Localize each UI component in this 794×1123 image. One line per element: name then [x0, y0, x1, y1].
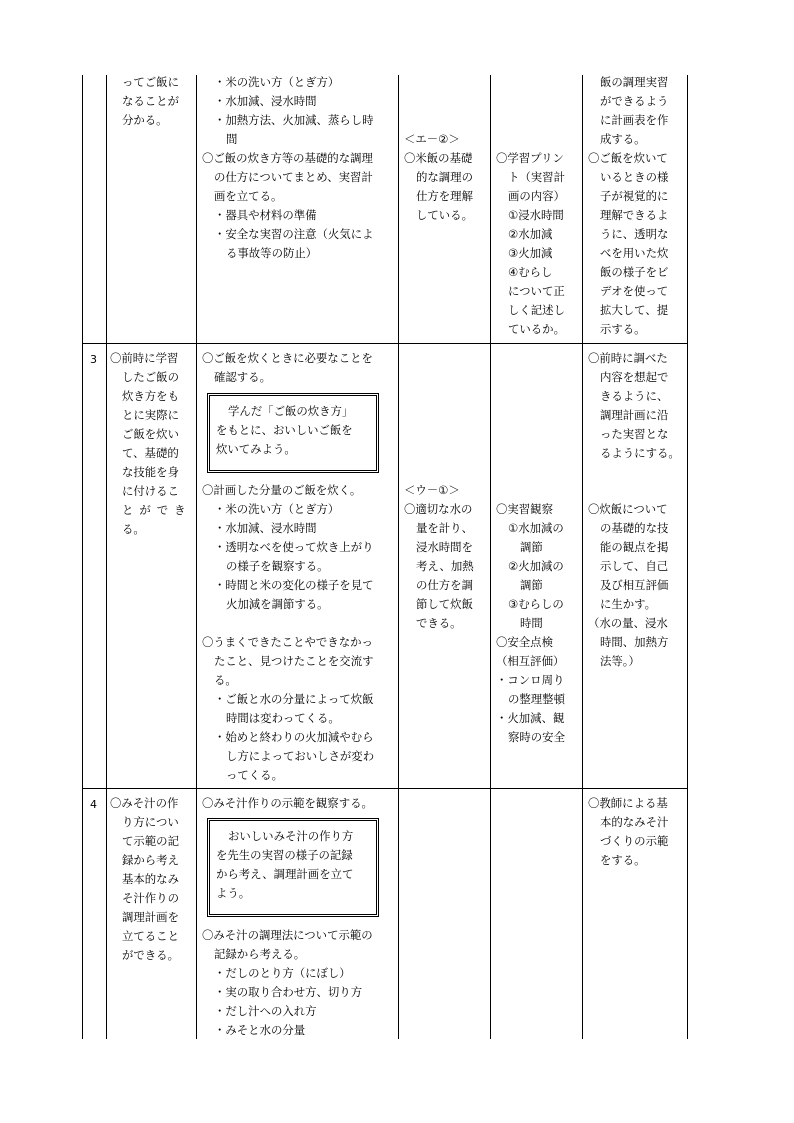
text-line: ①水加減の — [508, 521, 564, 535]
text-line: ているか。 — [508, 322, 565, 336]
support-cell — [588, 500, 668, 671]
text-line: の仕方についてまとめ、実習計 — [214, 170, 373, 184]
text-line: 確認する。 — [214, 370, 271, 384]
text-line: 拡大して、提 — [600, 303, 669, 317]
column-divider — [398, 75, 399, 1039]
text-line: 本的なみそ汁 — [600, 815, 669, 829]
text-line: ってくる。 — [226, 768, 283, 782]
text-line: 〇うまくできたことやできなかっ — [202, 635, 373, 649]
text-line: ・実の取り合わせ方、切り方 — [214, 985, 363, 999]
text-line: 浸水時間を — [416, 540, 473, 554]
text-line: 時間、加熱方 — [600, 635, 669, 649]
text-line: 〇安全点検 — [496, 635, 553, 649]
text-line: 調理計画を — [122, 910, 179, 924]
text-line: 学んだ「ご飯の炊き方」 — [228, 404, 354, 418]
column-divider — [106, 75, 107, 1039]
text-line — [202, 614, 374, 633]
text-line: デオを使って — [600, 284, 669, 298]
viewpoint-cell — [404, 130, 473, 225]
text-line: し方によっておいしさが変わ — [226, 749, 375, 763]
text-line: ・透明なべを使って炊き上がり — [214, 540, 374, 554]
text-line: な技能を身 — [122, 465, 179, 479]
text-line: から考え、調理計画を立て — [216, 867, 354, 881]
lesson-goal-box — [207, 393, 379, 473]
text-line: いるときの様 — [600, 170, 669, 184]
text-line: 〇適切な水の — [404, 502, 473, 516]
text-line: そ汁作りの — [122, 891, 179, 905]
text-line: ができるよう — [600, 94, 669, 108]
text-line: について正 — [508, 284, 565, 298]
text-line: ・安全な実習の注意（火気によ — [214, 227, 374, 241]
text-line: 内容を想起で — [600, 370, 669, 384]
viewpoint-label: ＜エ－②＞ — [404, 132, 460, 146]
text-line: の基礎的な技 — [600, 521, 669, 535]
goal-cell — [110, 349, 192, 539]
row-divider — [82, 343, 688, 344]
text-line: 〇実習観察 — [496, 502, 553, 516]
text-line: 〇炊飯について — [588, 502, 668, 516]
text-line: 時間は変わってくる。 — [226, 711, 340, 725]
text-line: る事故等の防止） — [226, 246, 318, 260]
text-line: 飯の調理実習 — [600, 75, 669, 89]
text-line: ①浸水時間 — [508, 208, 564, 222]
text-line: べを用いた炊 — [600, 246, 669, 260]
text-line: 〇みそ汁の調理法について示範の — [202, 928, 373, 942]
activities-cell — [202, 481, 374, 785]
text-line: 炊いてみよう。 — [216, 442, 296, 456]
support-cell — [588, 73, 668, 339]
activities-cell — [202, 349, 373, 387]
lesson-number: 4 — [90, 798, 97, 811]
text-line: るようにする。 — [600, 446, 680, 460]
text-line: ・だし汁への入れ方 — [214, 1004, 317, 1018]
text-line: ト（実習計 — [508, 170, 565, 184]
text-line: 間 — [226, 132, 238, 146]
text-line: 記録から考える。 — [214, 947, 306, 961]
text-line: に付けるこ — [122, 484, 179, 498]
text-line: 節して炊飯 — [416, 597, 473, 611]
text-line: 画を立てる。 — [214, 189, 283, 203]
text-line: の仕方を調 — [416, 578, 473, 592]
lesson-goal-box — [207, 818, 379, 917]
text-line: に計画表を作 — [600, 113, 669, 127]
text-line: 分かる。 — [122, 113, 168, 127]
viewpoint-label: ＜ウ－①＞ — [404, 483, 460, 497]
text-line: ・ご飯と水の分量によって炊飯 — [214, 692, 374, 706]
text-line: 〇前時に調べた — [588, 351, 668, 365]
method-cell — [496, 500, 565, 747]
activities-cell — [202, 794, 373, 813]
text-line: 時間 — [520, 616, 543, 630]
text-line: きるように、 — [600, 389, 669, 403]
text-line: おいしいみそ汁の作り方 — [228, 829, 354, 843]
text-line: 〇ご飯を炊くときに必要なことを — [202, 351, 373, 365]
column-divider — [582, 75, 583, 1039]
column-divider — [196, 75, 197, 1039]
text-line: （水の量、浸水 — [588, 616, 668, 630]
text-line: 能の観点を掲 — [600, 540, 669, 554]
text-line: ④むらし — [508, 265, 553, 279]
text-line: 〇計画した分量のご飯を炊く。 — [202, 483, 362, 497]
text-line: ご飯を炊い — [122, 427, 179, 441]
text-line: 法等。） — [600, 654, 640, 668]
text-line: 画の内容） — [508, 189, 565, 203]
text-line: したご飯の — [122, 370, 179, 384]
text-line: ・加熱方法、火加減、蒸らし時 — [214, 113, 374, 127]
text-line: 火加減を調節する。 — [226, 597, 329, 611]
text-line: ③むらしの — [508, 597, 564, 611]
text-line: ・水加減、浸水時間 — [214, 521, 317, 535]
goal-cell — [110, 794, 179, 965]
row-divider — [82, 788, 688, 789]
text-line: る。 — [214, 673, 237, 687]
text-line: ・時間と米の変化の様子を見て — [214, 578, 374, 592]
text-line: 的な調理の — [416, 170, 473, 184]
text-line: ・始めと終わりの火加減やむら — [214, 730, 374, 744]
text-line: ②水加減 — [508, 227, 553, 241]
text-line: 〇前時に学習 — [110, 351, 179, 365]
text-line: ・水加減、浸水時間 — [214, 94, 317, 108]
text-line: 〇教師による基 — [588, 796, 668, 810]
text-line: 調理計画に沿 — [600, 408, 669, 422]
table-border-left — [82, 75, 83, 1039]
text-line: ・だしのとり方（にぼし） — [214, 966, 351, 980]
text-line: て示範の記 — [122, 834, 179, 848]
text-line: 〇みそ汁の作 — [110, 796, 179, 810]
text-line: ・米の洗い方（とぎ方） — [214, 75, 340, 89]
column-divider — [490, 75, 491, 1039]
text-line: よう。 — [216, 886, 251, 900]
text-line: 子が視覚的に — [600, 189, 669, 203]
text-line: 及び相互評価 — [600, 578, 669, 592]
lesson-number: 3 — [90, 353, 97, 366]
text-line: たこと、見つけたことを交流す — [214, 654, 374, 668]
text-line: ができる。 — [122, 948, 179, 962]
text-line: の整理整頓 — [508, 692, 565, 706]
text-line: の様子を観察する。 — [226, 559, 329, 573]
method-cell — [496, 149, 565, 339]
text-line: ・米の洗い方（とぎ方） — [214, 502, 340, 516]
text-line: った実習とな — [600, 427, 669, 441]
text-line: しく記述し — [508, 303, 565, 317]
text-line: している。 — [416, 208, 473, 222]
text-line: を先生の実習の様子の記録 — [216, 848, 353, 862]
text-line: とができ — [122, 503, 192, 517]
text-line: うに、透明な — [600, 227, 669, 241]
text-line: 示する。 — [600, 322, 646, 336]
text-line: ・コンロ周り — [496, 673, 565, 687]
text-line: ・火加減、観 — [496, 711, 565, 725]
text-line: ・器具や材料の準備 — [214, 208, 317, 222]
text-line: とに実際に — [122, 408, 179, 422]
text-line: 録から考え — [122, 853, 179, 867]
text-line: 量を計り、 — [416, 521, 473, 535]
activities-cell — [202, 926, 373, 1040]
text-line: 調節 — [520, 578, 543, 592]
viewpoint-cell — [404, 481, 474, 633]
support-cell — [588, 349, 680, 463]
text-line: 示して、自己 — [600, 559, 669, 573]
text-line: 察時の安全 — [508, 730, 565, 744]
goal-cell — [122, 73, 179, 130]
text-line: をもとに、おいしいご飯を — [216, 423, 353, 437]
text-line: る。 — [122, 522, 145, 536]
text-line: できる。 — [416, 616, 462, 630]
text-line: 飯の様子をビ — [600, 265, 669, 279]
activities-cell — [202, 73, 373, 263]
text-line: 炊き方をも — [122, 389, 179, 403]
text-line: 成する。 — [600, 132, 646, 146]
table-border-right — [687, 75, 688, 1039]
text-line: 考え、加熱 — [416, 559, 474, 573]
text-line: 〇ご飯を炊いて — [588, 151, 668, 165]
support-cell — [588, 794, 668, 870]
text-line: 〇ご飯の炊き方等の基礎的な調理 — [202, 151, 373, 165]
text-line: に生かす。 — [600, 597, 657, 611]
text-line: （相互評価） — [496, 654, 565, 668]
text-line: 立てること — [122, 929, 179, 943]
text-line: 調節 — [520, 540, 543, 554]
text-line: 〇学習プリン — [496, 151, 564, 165]
text-line: ②火加減の — [508, 559, 564, 573]
text-line: 基本的なみ — [122, 872, 179, 886]
text-line: ってご飯に — [122, 75, 179, 89]
text-line: て、基礎的 — [122, 446, 179, 460]
text-line: ・みそと水の分量 — [214, 1023, 306, 1037]
text-line: り方につい — [122, 815, 179, 829]
text-line: 理解できるよ — [600, 208, 669, 222]
text-line: 〇みそ汁作りの示範を観察する。 — [202, 796, 373, 810]
text-line: ③火加減 — [508, 246, 553, 260]
text-line: 仕方を理解 — [416, 189, 473, 203]
text-line: なることが — [122, 94, 179, 108]
text-line: をする。 — [600, 853, 646, 867]
text-line: 〇米飯の基礎 — [404, 151, 473, 165]
text-line: づくりの示範 — [600, 834, 669, 848]
